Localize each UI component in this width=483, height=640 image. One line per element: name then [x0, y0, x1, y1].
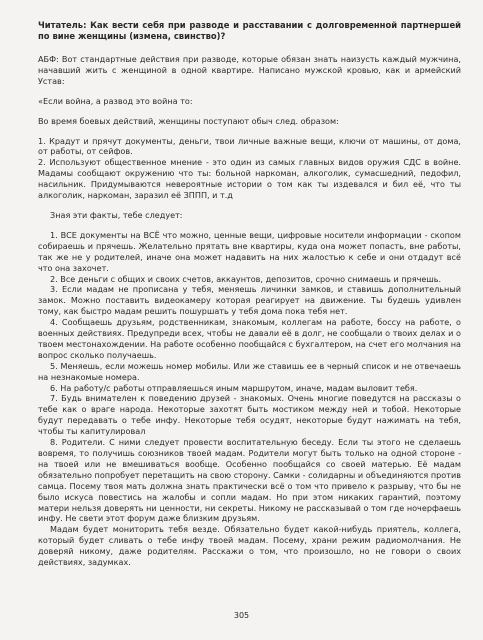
advice-item: 1. ВСЕ документы на ВСЁ что можно, ценные вещи, цифровые носители информации - скопом собираешь и прячешь. Желательно прятать вне квартиры, куда она может попасть, вне работы, так же не у родителей, иначе она может надавить на них жалостью к себе и они отдадут всё что она захочет. [38, 229, 461, 273]
advice-item: 3. Если мадам не прописана у тебя, меняешь личинки замков, и ставишь дополнительный замок. Можно поставить видеокамеру которая реагирует на движение. Ты будешь удивлен тому, как быстро мадам решить пошуршать у тебя дома пока тебя нет. [38, 284, 461, 317]
question-title: Читатель: Как вести себя при разводе и расставании с долговременной партнершей по вине женщины (измена, свинство)? [38, 20, 461, 41]
advice-item: 4. Сообщаешь друзьям, родственникам, знакомым, коллегам на работе, боссу на работе, о военных действиях. Предупреди всех, чтобы не давали её в долг, не сообщали о твоих делах и о твоем местонахождении. На работе особенно пообщайся с бухгалтером, на счет его молчания на вопрос сколько получаешь. [38, 317, 461, 360]
advice-item: 8. Родители. С ними следует провести воспитательную беседу. Если ты этого не сделаешь вовремя, то получишь союзников твоей мадам. Родители могут быть только на одной стороне - на твоей или не вмешиваться вообще. Особенно пообщайся со своей матерью. Её мадам обязательно попробует перетащить на свою сторону. Самки - солидарны и объединяются против самца. Посему твоя мать должна знать практически всё о том что привело к разрыву, что бы не было искуса повестись на жалобы и сопли мадам. Но при этом никаких гарантий, поэтому матери нельзя доверять ни ценности, ни секреты. Никому не рассказывай о том где ночерфаешь инфу. Не свети этот форум даже близким друзьям. [38, 437, 461, 524]
advice-item: 2. Все деньги с общих и своих счетов, аккаунтов, депозитов, срочно снимаешь и прячешь. [50, 273, 442, 284]
combat-intro: Во время боевых действий, женщины поступают обыч след. образом: [38, 115, 339, 126]
page-number: 305 [233, 611, 250, 620]
combat-item: 1. Крадут и прячут документы, деньги, твои личные важные вещи, ключи от машины, от дома, от работы, от сейфов. [38, 135, 461, 157]
quote-opening: «Если война, а развод это война то: [38, 95, 193, 106]
advice-intro: Зная эти факты, тебе следует: [50, 209, 183, 220]
closing-paragraph: Мадам будет мониторить тебя везде. Обязательно будет какой-нибудь приятель, коллега, который будет сливать о тебе инфу твоей мадам. Посему, храни режим радиомолчания. Не доверяй никому, даже родителям. Расскажи о том, что произошло, но не говори о своих действиях, задумках. [38, 524, 461, 568]
advice-item: 7. Будь внимателен к поведению друзей - знакомых. Очень многие поведутся на рассказы о тебе как о враге народа. Некоторые захотят быть мостиком между ней и тобой. Некоторые будут передавать о тебе инфу. Некоторые тебя осудят, некоторые будут нажимать на тебя, чтобы ты капитулировал [38, 393, 461, 437]
intro-paragraph: АБФ: Вот стандартные действия при разводе, которые обязан знать наизусть каждый мужчина, начавший жить с женщиной в одной квартире. Написано мужской кровью, как и армейский Устав: [38, 54, 461, 86]
advice-item: 5. Меняешь, если можешь номер мобилы. Или же ставишь ее в черный список и не отвечаешь на незнакомые номера. [38, 360, 461, 382]
advice-item: 6. На работу/с работы отправляешься иным маршрутом, иначе, мадам выловит тебя. [50, 382, 418, 393]
combat-item: 2. Используют общественное мнение - это один из самых главных видов оружия СДС в войне. Мадамы сообщают окружению что ты: больной наркоман, алкоголик, сумасшедний, педофил, насильник. Придумываются невероятные истории о том как ты издевался и бил её, что ты алкоголик, наркоман, заразил её ЗППП, и т.д [38, 157, 461, 201]
